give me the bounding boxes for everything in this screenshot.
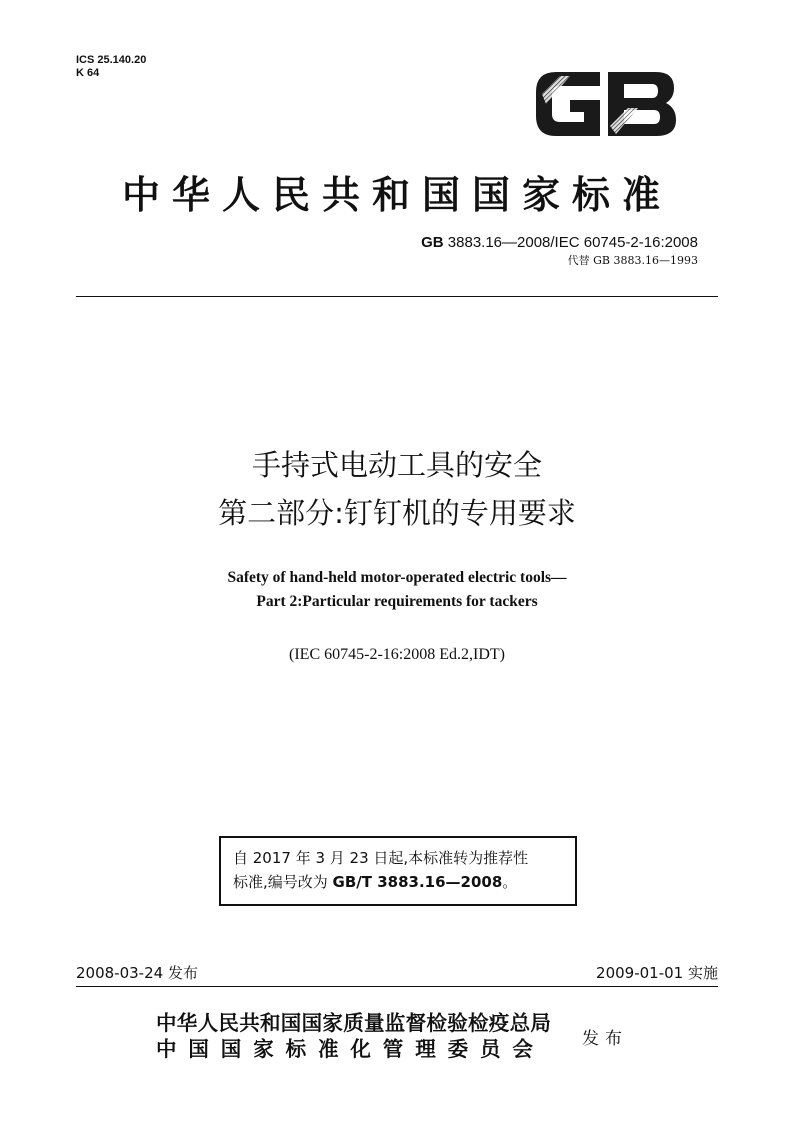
iec-reference: (IEC 60745-2-16:2008 Ed.2,IDT) (289, 646, 505, 663)
footer-divider (76, 986, 718, 987)
issuer-line1: 中华人民共和国国家质量监督检验检疫总局 (156, 1011, 552, 1035)
chinese-title-line2: 第二部分:钉钉机的专用要求 (218, 496, 576, 530)
notice-line2 (233, 871, 517, 893)
status-notice-box (219, 836, 577, 906)
ccs-code: K 64 (76, 67, 100, 79)
header-divider (76, 296, 718, 297)
national-standard-title: 中华人民共和国国家标准 (121, 173, 672, 217)
standard-number-block (421, 234, 698, 268)
issuer-line2: 中国国家标准化管理委员会 (156, 1037, 545, 1061)
chinese-title-line1: 手持式电动工具的安全 (251, 448, 542, 482)
logo-text: GB (530, 64, 532, 65)
english-title-line1: Safety of hand-held motor-operated electric tools— (227, 569, 567, 586)
standard-prefix: GB (421, 234, 444, 251)
notice-line2-suffix: 。 (502, 873, 518, 891)
standard-number-text: 3883.16—2008/IEC 60745-2-16:2008 (447, 234, 698, 251)
publish-label: 发布 (582, 1029, 628, 1049)
english-title-line2: Part 2:Particular requirements for tackers (256, 593, 538, 610)
gb-logo (530, 64, 680, 144)
classification-codes (76, 54, 146, 80)
notice-new-code: GB/T 3883.16—2008 (332, 873, 503, 891)
standard-number (421, 234, 698, 251)
issuing-authorities (156, 1010, 551, 1062)
ics-code: ICS 25.140.20 (76, 54, 147, 66)
notice-line2-prefix: 标准,编号改为 (233, 873, 333, 891)
notice-line1: 自 2017 年 3 月 23 日起,本标准转为推荐性 (233, 849, 529, 867)
issue-date: 2008-03-24 发布 (76, 964, 198, 982)
replaces-standard: 代替 GB 3883.16—1993 (567, 254, 698, 267)
effective-date: 2009-01-01 实施 (596, 964, 718, 982)
